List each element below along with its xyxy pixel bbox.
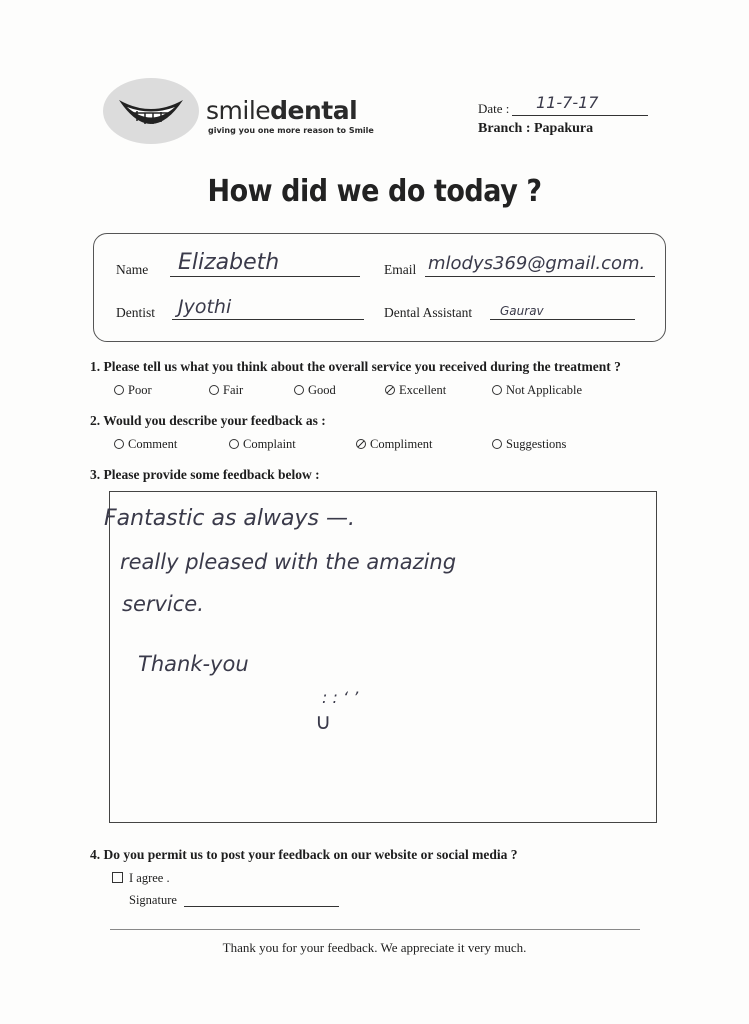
q1-option-excellent[interactable] <box>385 383 446 398</box>
dentist-field[interactable]: Jyothi <box>178 296 232 318</box>
date-value[interactable]: 11-7-17 <box>536 93 599 112</box>
q1-option-good[interactable] <box>294 383 336 398</box>
option-label: Fair <box>223 383 244 397</box>
date-label: Date : <box>478 101 510 116</box>
logo-background <box>103 78 199 144</box>
name-field[interactable]: Elizabeth <box>178 250 280 275</box>
smile-logo-icon <box>103 78 199 144</box>
q2-option-comment[interactable] <box>114 437 177 452</box>
option-label: Suggestions <box>506 437 567 451</box>
feedback-textarea[interactable] <box>104 491 657 823</box>
radio-icon <box>114 385 124 395</box>
smiley-eyes: : : ‘ ’ <box>322 688 359 707</box>
brand-name-regular: smile <box>206 96 271 125</box>
agree-label: I agree . <box>129 871 170 885</box>
footer-divider <box>110 929 640 930</box>
email-field[interactable]: mlodys369@gmail.com. <box>428 253 646 274</box>
radio-icon <box>492 385 502 395</box>
assistant-field[interactable]: Gaurav <box>500 304 544 318</box>
brand-name-bold: dental <box>270 96 358 125</box>
option-label: Compliment <box>370 437 433 451</box>
q2-option-complaint[interactable] <box>229 437 296 452</box>
feedback-line-1: Fantastic as always —. <box>104 506 355 531</box>
email-label: Email <box>384 262 417 277</box>
radio-icon <box>209 385 219 395</box>
q1-option-not-applicable[interactable] <box>492 383 582 398</box>
assistant-label: Dental Assistant <box>384 305 473 320</box>
smiley-mouth: ∪ <box>315 710 332 735</box>
radio-icon <box>294 385 304 395</box>
question-1: 1. Please tell us what you think about the overall service you received during the treatment ? <box>90 359 621 374</box>
dentist-label: Dentist <box>116 305 155 320</box>
brand-name <box>206 98 357 123</box>
feedback-line-3: service. <box>122 592 204 616</box>
q1-option-fair[interactable] <box>209 383 243 398</box>
option-label: Comment <box>128 437 178 451</box>
name-label: Name <box>116 262 149 277</box>
question-2: 2. Would you describe your feedback as : <box>90 413 326 428</box>
branch-label: Branch : Papakura <box>478 121 594 136</box>
option-label: Good <box>308 383 336 397</box>
feedback-line-4: Thank-you <box>138 652 249 676</box>
question-4: 4. Do you permit us to post your feedback on our website or social media ? <box>90 847 518 862</box>
footer-message: Thank you for your feedback. We appreciate it very much. <box>222 940 527 955</box>
page-title: How did we do today ? <box>207 174 542 209</box>
date-line <box>512 115 648 116</box>
q2-option-compliment[interactable] <box>356 437 433 452</box>
email-line <box>425 276 655 277</box>
name-line <box>170 276 360 277</box>
option-label: Complaint <box>243 437 296 451</box>
dentist-line <box>172 319 364 320</box>
agree-checkbox[interactable] <box>112 871 170 886</box>
feedback-line-2: really pleased with the amazing <box>120 550 457 574</box>
brand-tagline: giving you one more reason to Smile <box>208 126 374 135</box>
assistant-line <box>490 319 635 320</box>
checkbox-icon <box>112 872 123 883</box>
signature-line[interactable] <box>184 906 339 907</box>
radio-icon <box>114 439 124 449</box>
radio-checked-icon <box>385 385 395 395</box>
q2-option-suggestions[interactable] <box>492 437 566 452</box>
radio-icon <box>492 439 502 449</box>
question-3: 3. Please provide some feedback below : <box>90 467 320 482</box>
option-label: Poor <box>128 383 152 397</box>
radio-checked-icon <box>356 439 366 449</box>
q1-option-poor[interactable] <box>114 383 152 398</box>
option-label: Not Applicable <box>506 383 583 397</box>
option-label: Excellent <box>399 383 447 397</box>
radio-icon <box>229 439 239 449</box>
signature-label: Signature <box>129 893 177 907</box>
